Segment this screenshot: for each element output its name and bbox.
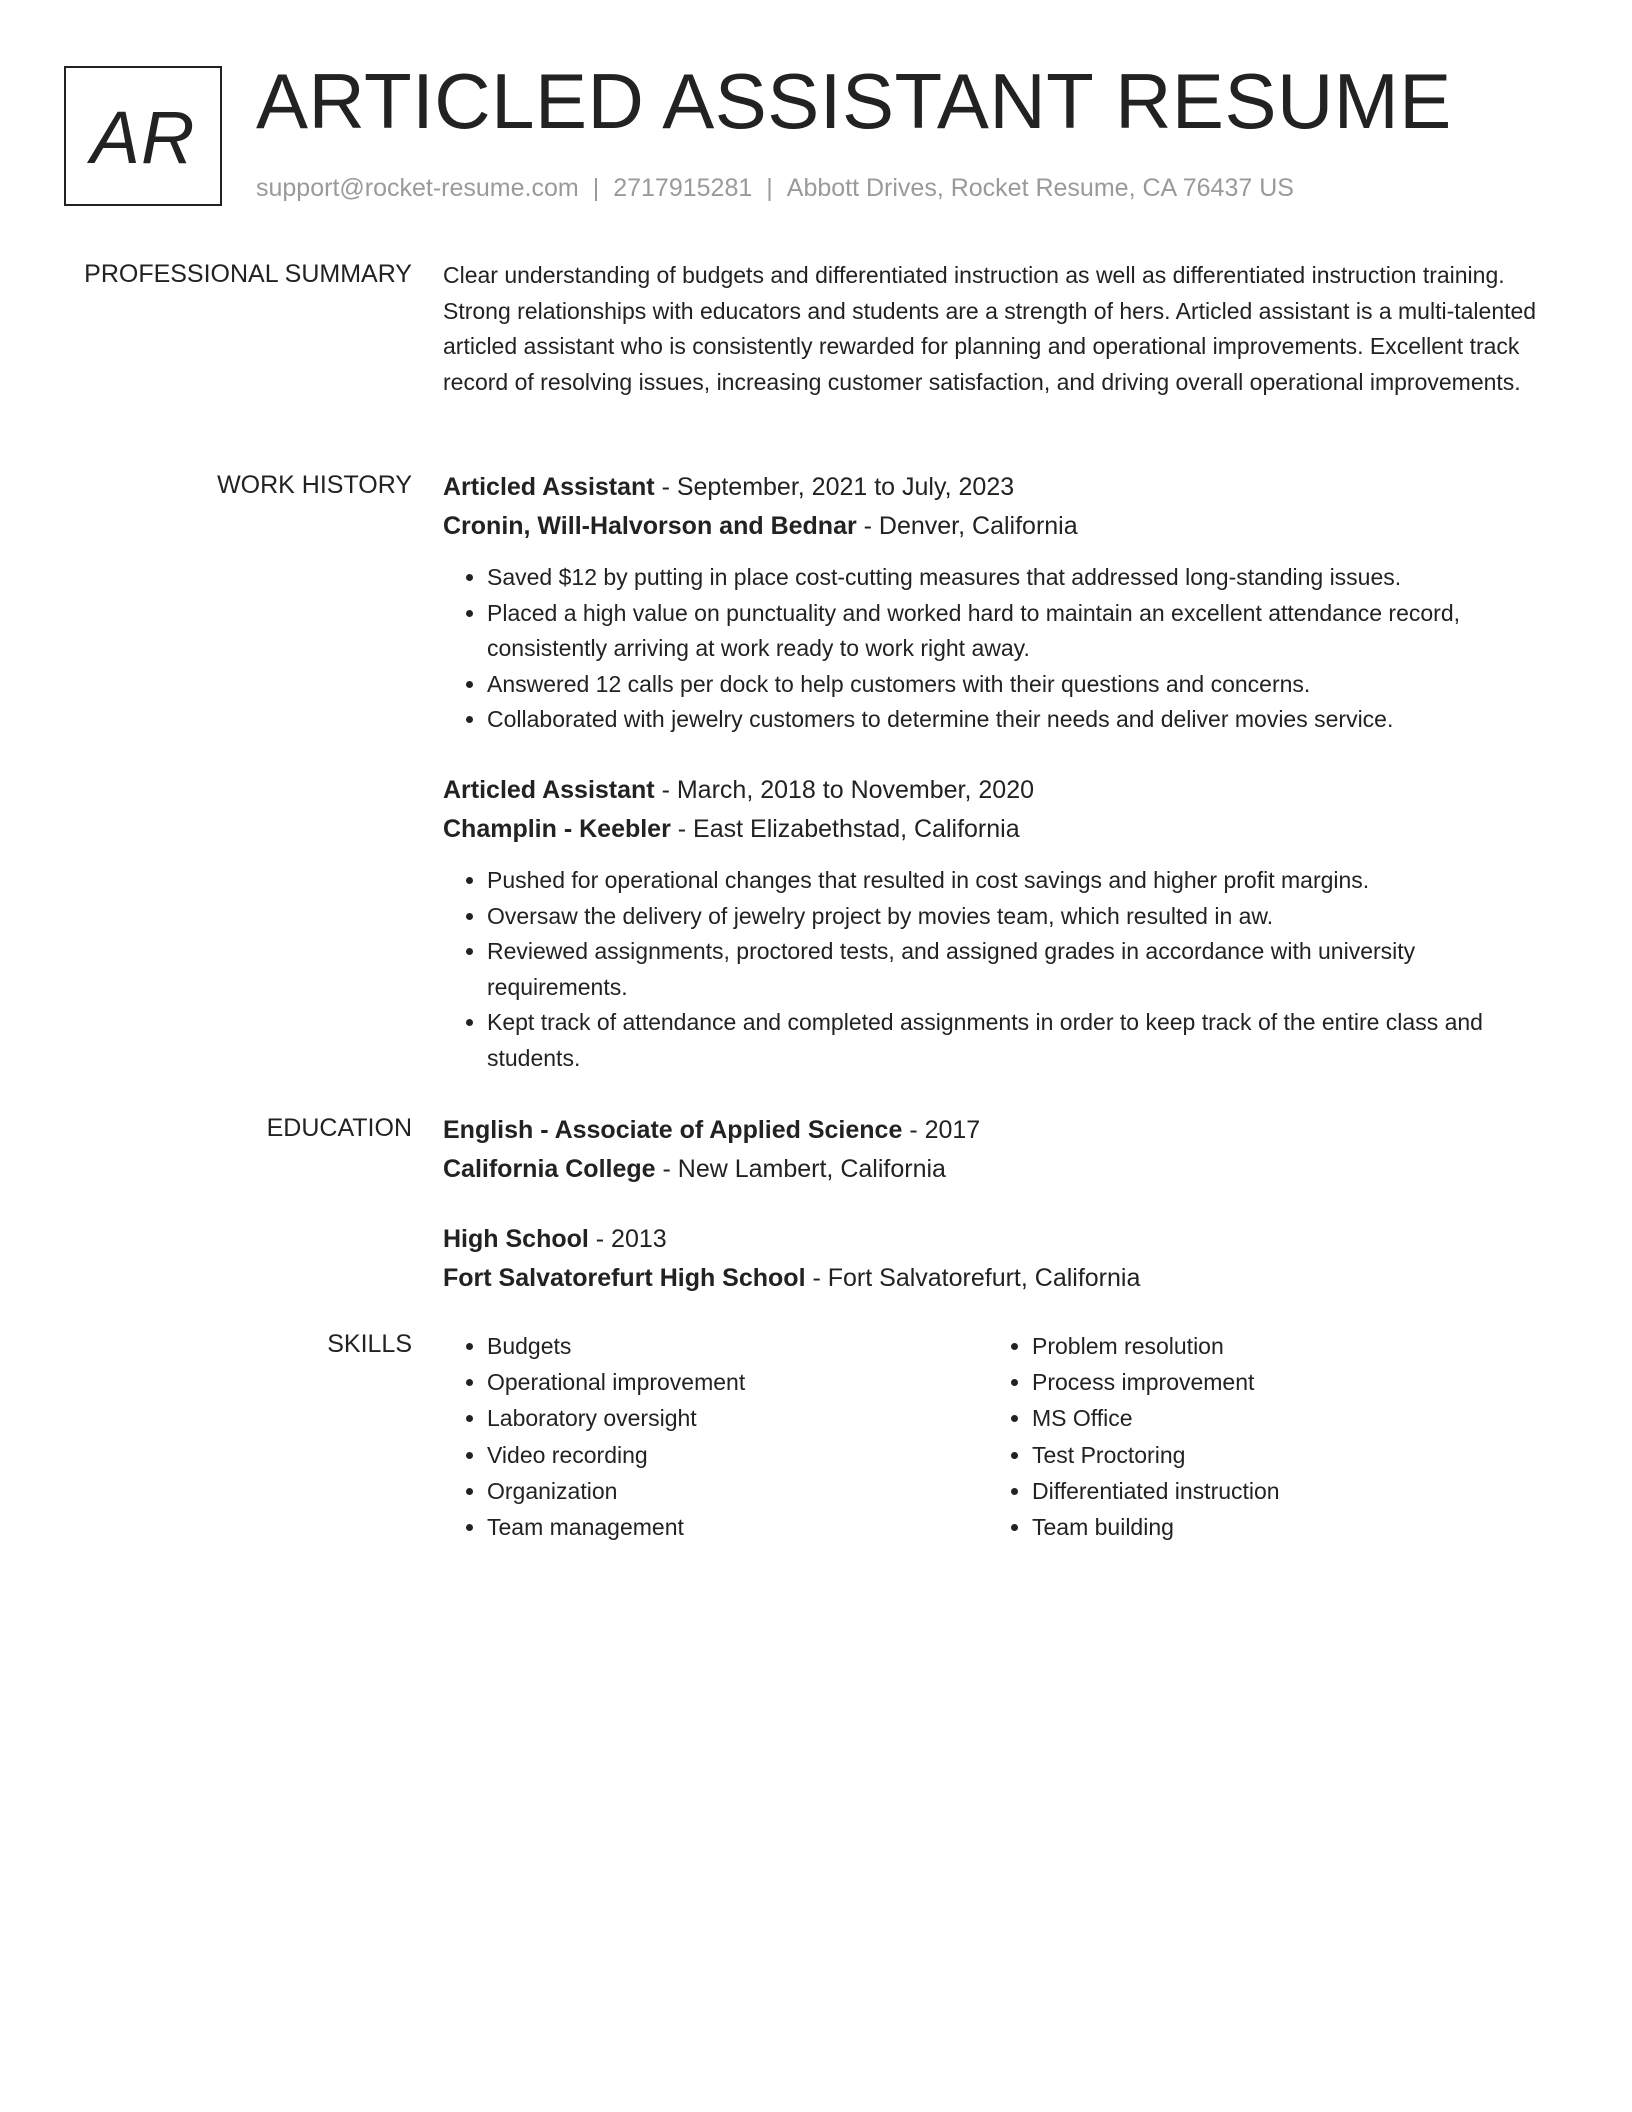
job-entry [443, 468, 1553, 738]
contact-email: support@rocket-resume.com [256, 174, 579, 202]
skills-columns [443, 1328, 1553, 1545]
job-bullets [443, 560, 1553, 738]
summary-text: Clear understanding of budgets and differentiated instruction as well as differentiated instruction training. Strong relationships with educators and students are a strength of hers. Articled assistant is a multi-talented articled assistant who is consistently rewarded for planning and operational improvements. Excellent track record of resolving issues, increasing customer satisfaction, and driving overall operational improvements. [443, 262, 1537, 395]
job-title: Articled Assistant [443, 473, 655, 501]
skills-body [443, 1327, 1553, 1545]
skill-item: • Process improvement [1032, 1364, 1533, 1400]
skill-item: • Laboratory oversight [487, 1400, 988, 1436]
education-degree-line [443, 1111, 1553, 1150]
job-company: Cronin, Will-Halvorson and Bednar [443, 512, 857, 540]
contact-separator: | [766, 174, 773, 202]
resume-title: ARTICLED ASSISTANT RESUME [256, 57, 1452, 145]
job-bullet: • Collaborated with jewelry customers to determine their needs and deliver movies service. [487, 702, 1553, 738]
job-title-line [443, 771, 1553, 810]
skills-column-left [443, 1328, 988, 1545]
education-entry [443, 1220, 1553, 1298]
job-dates: - March, 2018 to November, 2020 [654, 776, 1035, 804]
skill-item: • Problem resolution [1032, 1328, 1533, 1364]
skill-item: • Team management [487, 1509, 988, 1545]
skill-item: • Video recording [487, 1437, 988, 1473]
job-location: - East Elizabethstad, California [670, 815, 1020, 843]
education-school: California College [443, 1155, 656, 1183]
skill-item: • Differentiated instruction [1032, 1473, 1533, 1509]
education-degree: High School [443, 1225, 589, 1253]
skill-item: • Operational improvement [487, 1364, 988, 1400]
job-location: - Denver, California [856, 512, 1078, 540]
work-history-heading: WORK HISTORY [217, 471, 412, 499]
job-title-line [443, 468, 1553, 507]
skill-item: • Test Proctoring [1032, 1437, 1533, 1473]
work-history-body [443, 468, 1553, 1071]
job-dates: - September, 2021 to July, 2023 [654, 473, 1015, 501]
skills-list [443, 1328, 988, 1545]
job-bullet: • Oversaw the delivery of jewelry project by movies team, which resulted in aw. [487, 899, 1553, 935]
job-bullets [443, 863, 1553, 1076]
education-heading: EDUCATION [266, 1114, 412, 1142]
education-year: - 2017 [902, 1116, 981, 1144]
job-company-line [443, 507, 1553, 546]
job-bullet: • Kept track of attendance and completed assignments in order to keep track of the entire class and students. [487, 1005, 1553, 1076]
monogram-initials: AR [90, 95, 196, 179]
skills-column-right [988, 1328, 1533, 1545]
education-location: - New Lambert, California [655, 1155, 946, 1183]
skills-heading: SKILLS [327, 1330, 412, 1358]
skill-item: • Budgets [487, 1328, 988, 1364]
education-school-line [443, 1150, 1553, 1189]
summary-heading: PROFESSIONAL SUMMARY [84, 260, 412, 288]
education-location: - Fort Salvatorefurt, California [805, 1264, 1141, 1292]
job-title: Articled Assistant [443, 776, 655, 804]
education-year: - 2013 [588, 1225, 667, 1253]
skill-item: • Organization [487, 1473, 988, 1509]
skills-list [988, 1328, 1533, 1545]
education-school: Fort Salvatorefurt High School [443, 1264, 806, 1292]
job-bullet: • Pushed for operational changes that resulted in cost savings and higher profit margins. [487, 863, 1553, 899]
summary-body [443, 257, 1553, 400]
skill-item: • MS Office [1032, 1400, 1533, 1436]
contact-phone: 2717915281 [613, 174, 753, 202]
monogram-box [64, 66, 222, 206]
job-entry [443, 771, 1553, 1076]
contact-line [256, 172, 1294, 204]
education-degree-line [443, 1220, 1553, 1259]
education-degree: English - Associate of Applied Science [443, 1116, 903, 1144]
job-bullet: • Answered 12 calls per dock to help customers with their questions and concerns. [487, 667, 1553, 703]
education-school-line [443, 1259, 1553, 1298]
skill-item: • Team building [1032, 1509, 1533, 1545]
education-body [443, 1111, 1553, 1292]
contact-separator: | [592, 174, 600, 202]
job-bullet: • Saved $12 by putting in place cost-cutting measures that addressed long-standing issues. [487, 560, 1553, 596]
job-bullet: • Placed a high value on punctuality and worked hard to maintain an excellent attendance record, consistently arriving at work ready to work right away. [487, 596, 1553, 667]
contact-address: Abbott Drives, Rocket Resume, CA 76437 US [786, 174, 1294, 202]
job-company: Champlin - Keebler [443, 815, 671, 843]
job-bullet: • Reviewed assignments, proctored tests, and assigned grades in accordance with university requirements. [487, 934, 1553, 1005]
job-company-line [443, 810, 1553, 849]
education-entry [443, 1111, 1553, 1189]
